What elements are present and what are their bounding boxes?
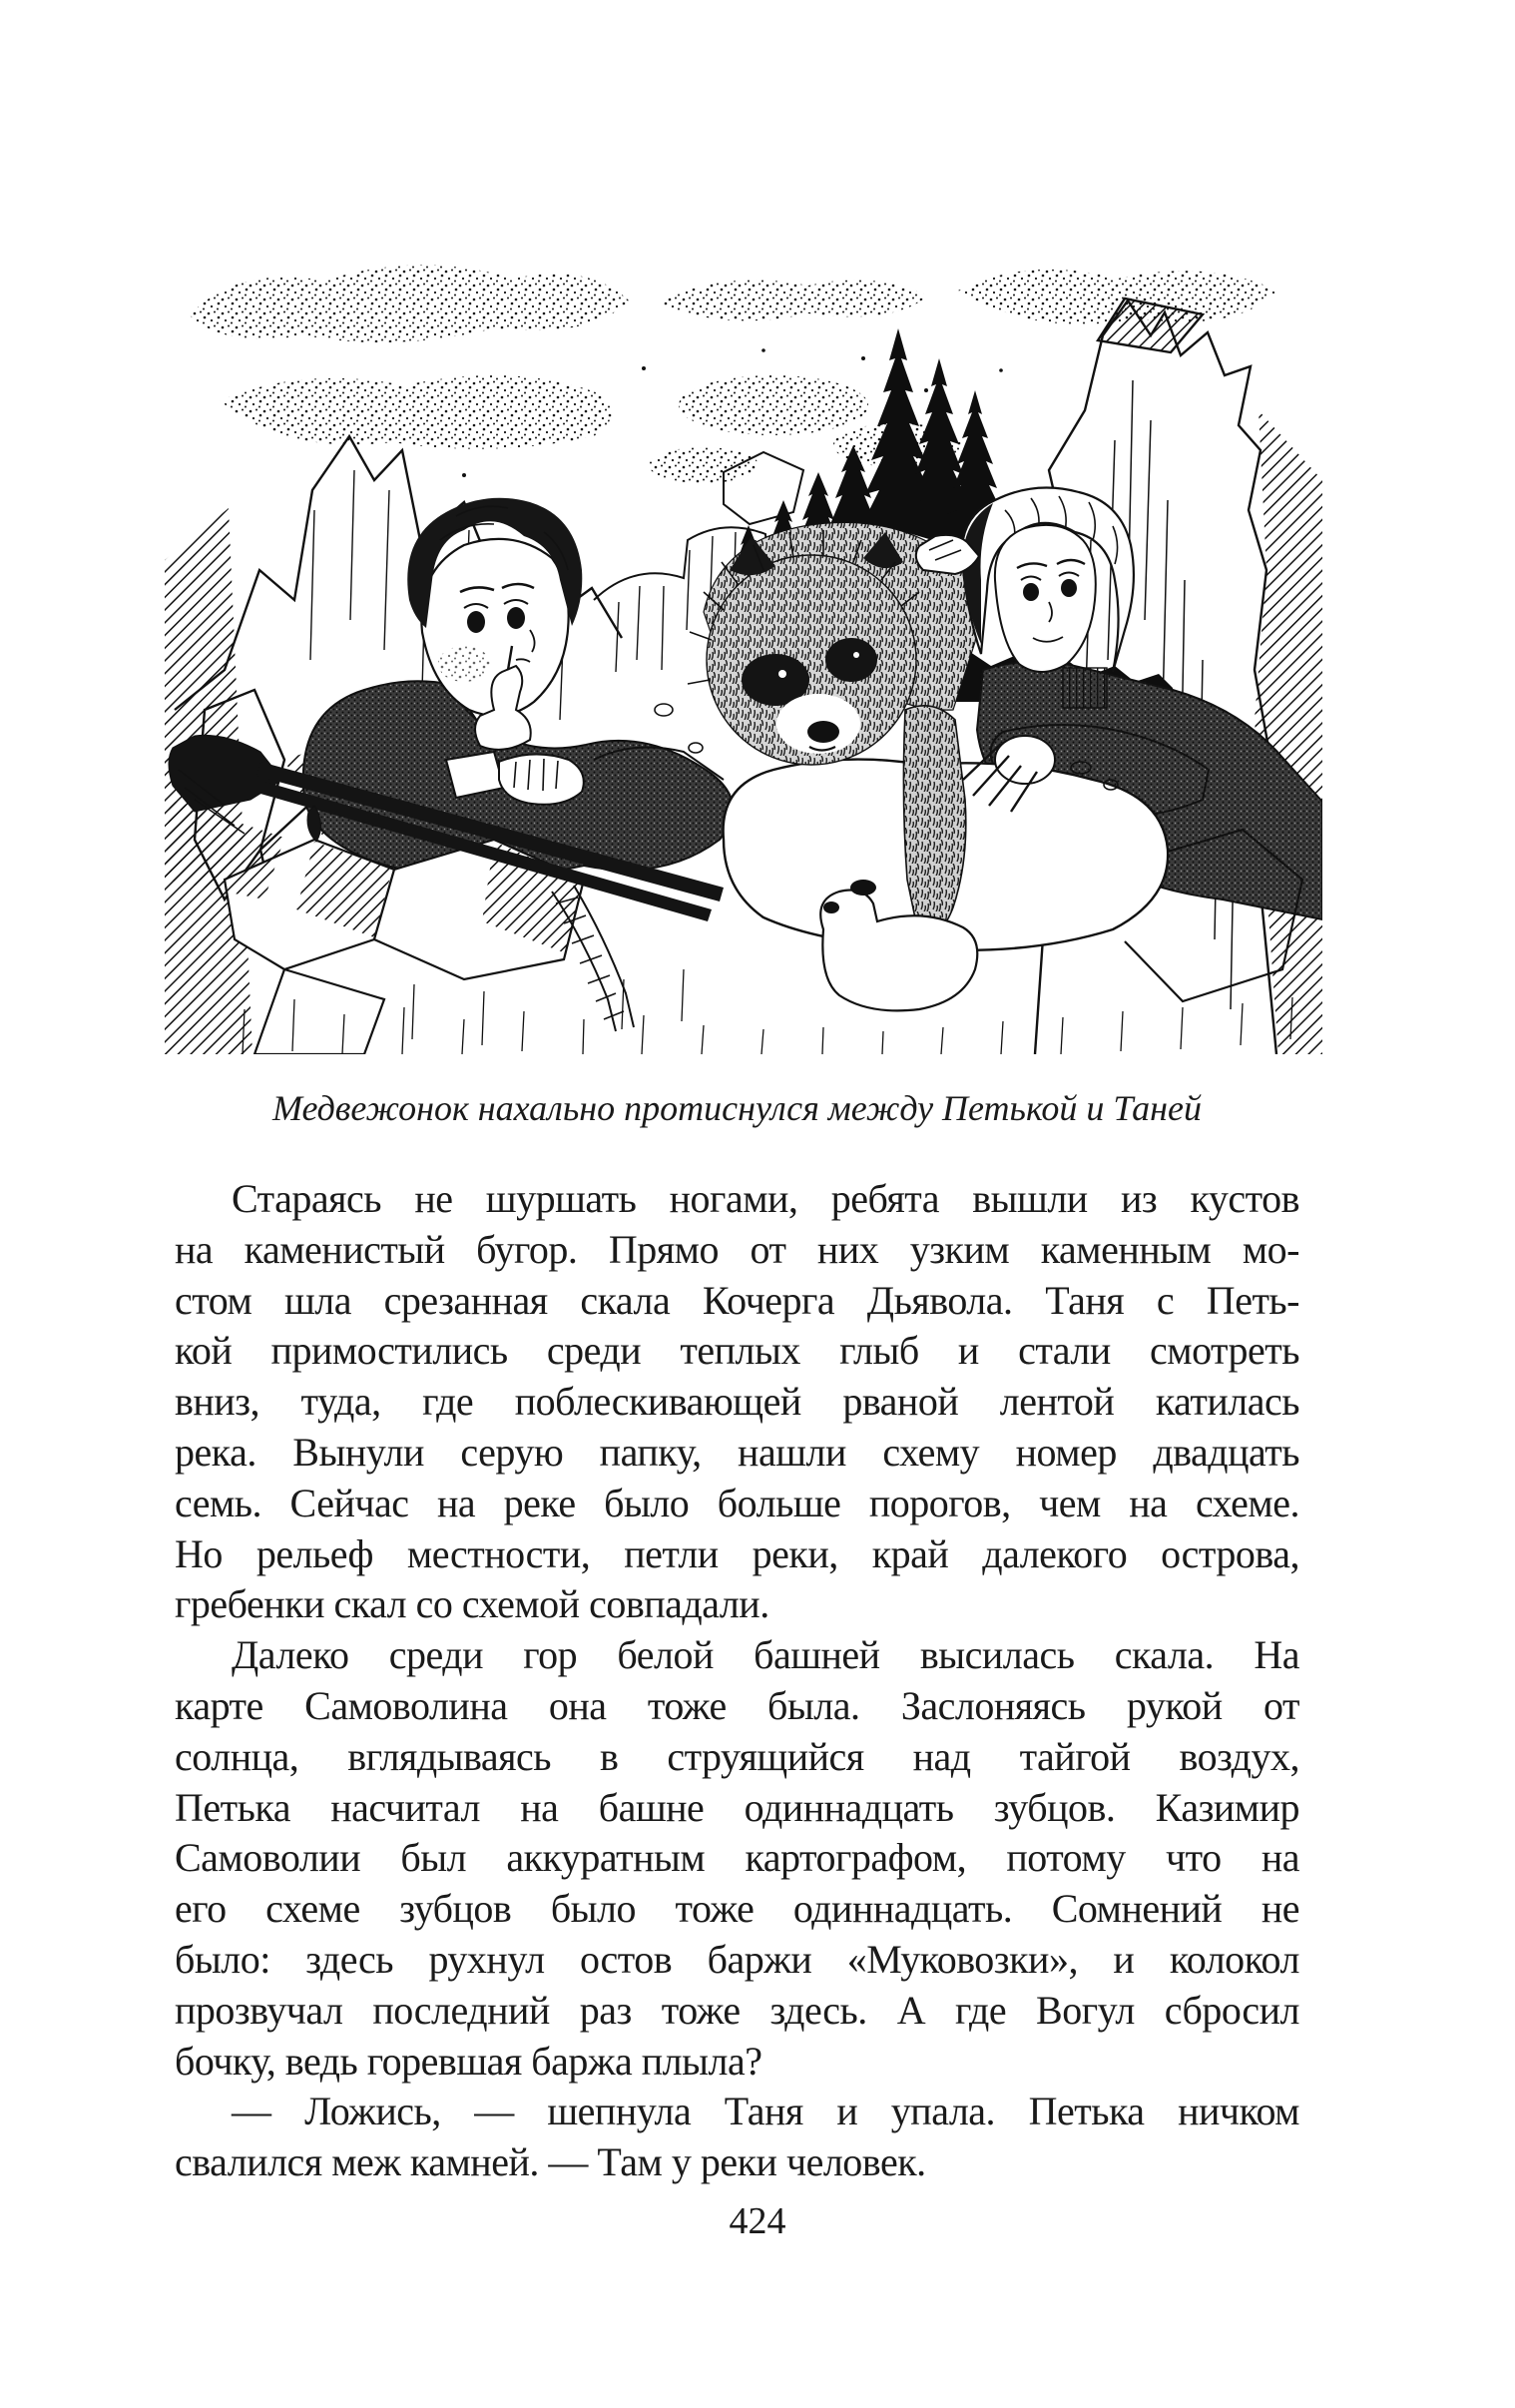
illustration-caption: Медвежонок нахально протиснулся между Петькой и Таней bbox=[272, 1088, 1202, 1128]
text-line: на каменистый бугор. Прямо от них узким каменным мо- bbox=[175, 1226, 1299, 1272]
text-line: прозвучал последний раз тоже здесь. А где Вогул сбросил bbox=[175, 1987, 1299, 2033]
text-line: было: здесь рухнул остов баржи «Муковозки», и колокол bbox=[175, 1936, 1299, 1982]
text-line: Но рельеф местности, петли реки, край далекого острова, bbox=[175, 1530, 1299, 1576]
ground-striations bbox=[243, 969, 1292, 1054]
text-line: солнца, вглядываясь в струящийся над тайгой воздух, bbox=[175, 1733, 1299, 1779]
text-line: Далеко среди гор белой башней высилась скала. На bbox=[232, 1632, 1299, 1678]
text-line: кой примостились среди теплых глыб и стали смотреть bbox=[175, 1328, 1299, 1374]
text-line: гребенки скал со схемой совпадали. bbox=[175, 1581, 769, 1627]
text-line: бочку, ведь горевшая баржа плыла? bbox=[175, 2038, 762, 2084]
body-text bbox=[175, 1174, 1299, 2188]
text-line: река. Вынули серую папку, нашли схему номер двадцать bbox=[175, 1429, 1299, 1475]
text-line: стом шла срезанная скала Кочерга Дьявола. Таня с Петь- bbox=[175, 1277, 1299, 1323]
book-illustration bbox=[165, 241, 1322, 1054]
text-line: Петька насчитал на башне одиннадцать зубцов. Казимир bbox=[175, 1784, 1299, 1830]
page-number: 424 bbox=[729, 2200, 786, 2242]
text-line: свалился меж камней. — Там у реки человек. bbox=[175, 2139, 926, 2185]
text-line: — Ложись, — шепнула Таня и упала. Петька ничком bbox=[232, 2089, 1299, 2134]
text-line: Самоволии был аккуратным картографом, потому что на bbox=[175, 1835, 1299, 1881]
text-line: вниз, туда, где поблескивающей рваной лентой катилась bbox=[175, 1379, 1299, 1425]
text-line: семь. Сейчас на реке было больше порогов, чем на схеме. bbox=[175, 1480, 1299, 1525]
illustration-drawing bbox=[165, 241, 1322, 1054]
text-line: его схеме зубцов было тоже одиннадцать. Сомнений не bbox=[175, 1886, 1299, 1932]
text-line: карте Самоволина она тоже была. Заслоняясь рукой от bbox=[175, 1682, 1299, 1728]
text-line: Стараясь не шуршать ногами, ребята вышли из кустов bbox=[232, 1176, 1299, 1221]
